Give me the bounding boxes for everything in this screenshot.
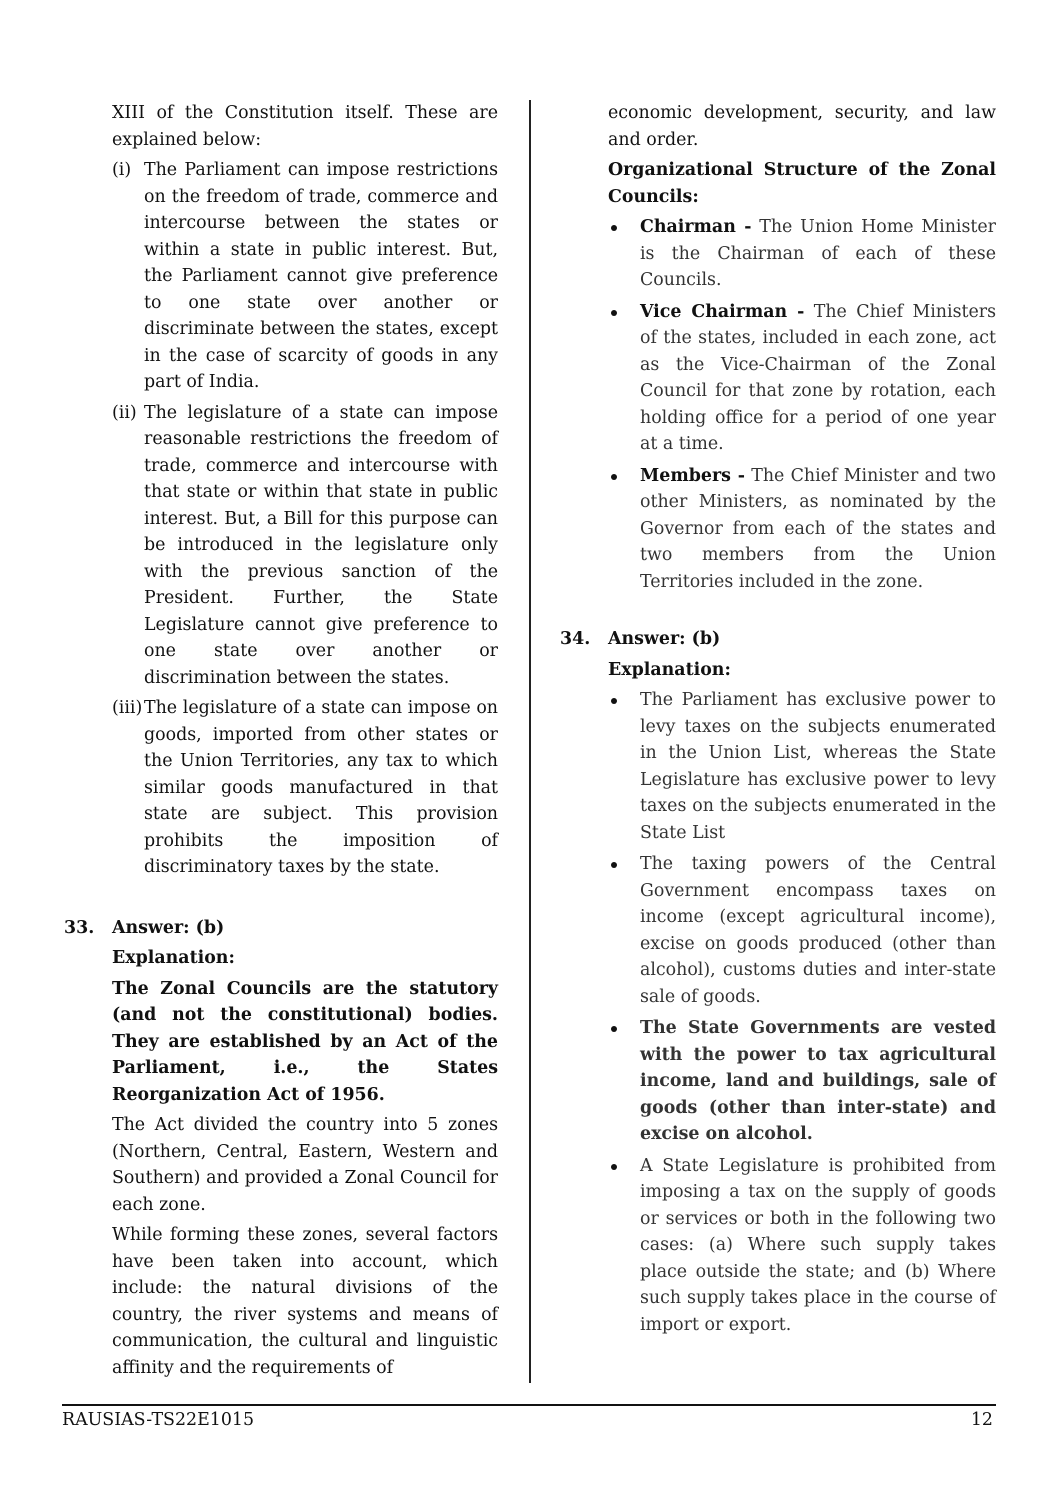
list-item [112,157,498,396]
intro-text: XIII of the Constitution itself. These are explained below: [112,103,498,150]
item-text: A State Legislature is prohibited from imposing a tax on the supply of goods or services or both in the following two cases: (a) Where such supply takes place outside the state; and (b) Where such supply takes place in the course of import or export. [640,1155,996,1335]
item-text: The taxing powers of the Central Government encompass taxes on income (except agricultural income), excise on goods produced (other than alcohol), customs duties and inter-state sale of goods. [640,854,996,1007]
question-number: 34. [560,629,591,649]
explanation-label: Explanation: [112,948,235,968]
term: Members - [640,465,745,486]
bullet-icon [611,310,617,316]
list-item [608,851,996,1010]
item-text: The legislature of a state can impose reasonable restrictions the freedom of trade, commerce and intercourse with that state or within that state in public interest. But, a Bill for this purpose can be introduced in the legislature only with the previous sanction of the President. Further, the State Legislature cannot give preference to one state over another or discrimination between the states. [144,402,498,688]
list-item [608,214,996,294]
bullet-icon [611,1164,617,1170]
paragraph: While forming these zones, several factors have been taken into account, which include: the natural divisions of the country, the river systems and means of communication, the cultural and linguistic affinity and the requirements of [112,1225,498,1378]
term: Chairman - [640,217,752,237]
item-text: The State Governments are vested with the power to tax agricultural income, land and buildings, sale of goods (other than inter-state) and excise on alcohol. [640,1018,996,1144]
bullet-icon [611,474,617,480]
item-number: (ii) [112,402,137,423]
item-text: The Union Home Minister is the Chairman of each of these Councils. [640,217,996,290]
term: Vice Chairman - [640,301,805,322]
page-number: 12 [970,1410,993,1430]
list-item [608,687,996,846]
explanation-list [608,687,996,1338]
item-text: The Chief Ministers of the states, included in each zone, act as the Vice-Chairman of the Zonal Council for that zone by rotation, each holding office for a period of one year at a time. [640,301,997,454]
item-text: The Parliament can impose restrictions on the freedom of trade, commerce and intercourse between the states or within a state in public interest. But, the Parliament cannot give preference to one state over another or discriminate between the states, except in the case of scarcity of goods in any part of India. [144,160,498,392]
item-number: (i) [112,160,132,180]
footer-rule [62,1404,996,1406]
left-column [64,100,498,1385]
list-item [608,1015,996,1148]
list-item [112,400,498,692]
column-divider [529,100,531,1383]
bullet-icon [611,698,617,704]
item-number: (iii) [112,698,143,718]
continued-text: economic development, security, and law and order. [608,103,996,150]
item-text: The Parliament has exclusive power to levy taxes on the subjects enumerated in the Union List, whereas the State Legislature has exclusive power to levy taxes on the subjects enumerated in the State List [640,690,996,843]
list-item [112,695,498,881]
question-34-answer [560,626,996,653]
list-item [608,299,996,458]
bullet-icon [611,862,617,868]
item-text: The Chief Minister and two other Ministers, as nominated by the Governor from each of the states and two members from the Union Territories included in the zone. [640,465,996,592]
bullet-icon [611,1026,617,1032]
paragraph: The Act divided the country into 5 zones (Northern, Central, Eastern, Western and Southern) and provided a Zonal Council for each zone. [112,1115,498,1215]
question-number: 33. [64,917,95,938]
bullet-icon [611,225,617,231]
answer-label: Answer: (b) [608,629,721,649]
item-text: The legislature of a state can impose on goods, imported from other states or the Union Territories, any tax to which similar goods manufactured in that state are subject. This provision prohibits the imposition of discriminatory taxes by the state. [144,698,498,877]
explanation-label: Explanation: [608,659,731,680]
question-33-answer [64,915,498,942]
list-item [608,1153,996,1339]
list-item [608,463,996,596]
answer-label: Answer: (b) [112,917,225,938]
footer-code: RAUSIAS-TS22E1015 [62,1410,255,1430]
section-heading: Organizational Structure of the Zonal Councils: [608,160,996,207]
right-column [560,100,997,1343]
org-structure-list [608,214,996,595]
bold-paragraph: The Zonal Councils are the statutory (and not the constitutional) bodies. They are established by an Act of the Parliament, i.e., the States Reorganization Act of 1956. [112,978,498,1105]
